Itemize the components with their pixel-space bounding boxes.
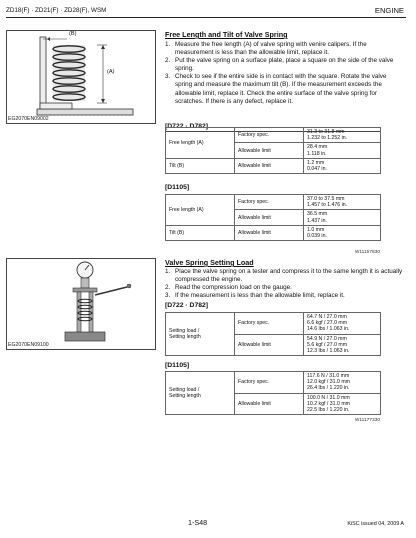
item-cell: Setting load / Setting length: [166, 313, 235, 356]
spec-table-d1105-free-length: [165, 194, 381, 241]
callout-a: (A): [107, 69, 115, 75]
model-heading-d1105-load: [D1105]: [165, 362, 190, 369]
section-name: ENGINE: [374, 6, 404, 15]
spec-table-d722-free-length: [165, 127, 381, 174]
document-code: W11157830: [354, 250, 380, 255]
spec-type-cell: Allowable limit: [235, 210, 304, 225]
valve-spring-illustration: [7, 31, 155, 123]
section-title-setting-load: Valve Spring Setting Load: [165, 258, 254, 267]
value-cell: 28.4 mm 1.118 in.: [304, 143, 381, 158]
page-number: 1-S48: [188, 518, 208, 527]
value-cell: 37.0 to 37.5 mm 1.457 to 1.476 in.: [304, 195, 381, 210]
figure-caption: EG2070EN09100: [8, 342, 49, 348]
value-cell: 64.7 N / 27.0 mm 6.6 kgf / 27.0 mm 14.6 lbs / 1.063 in.: [304, 313, 381, 335]
spec-table-d722-setting-load: [165, 312, 381, 356]
table-row: [166, 225, 381, 240]
step-item: 2. Put the valve spring on a surface plate, place a square on the side of the valve spring.: [165, 57, 394, 73]
free-length-steps: [165, 41, 403, 106]
table-row: [166, 195, 381, 210]
spec-type-cell: Allowable limit: [235, 334, 304, 356]
model-heading-d722-load: [D722 · D782]: [165, 302, 209, 309]
spec-table-d1105-setting-load: [165, 371, 381, 415]
model-heading-d722: [D722 · D782]: [165, 123, 209, 130]
setting-load-steps: [165, 268, 403, 300]
item-cell: Tilt (B): [166, 225, 235, 240]
table-row: [166, 158, 381, 173]
value-cell: 36.5 mm 1.437 in.: [304, 210, 381, 225]
value-cell: 100.0 N / 31.0 mm 10.2 kgf / 31.0 mm 22.5 lbs / 1.220 in.: [304, 393, 381, 415]
step-item: 3. If the measurement is less than the allowable limit, replace it.: [165, 292, 345, 300]
step-item: 3. Check to see if the entire side is in contact with the square. Rotate the valve spring and measure the maximum tilt (B). If the measurement exceeds the allowable limit, replace it. Check the entire surface of the valve spring for scratches. If there is any defect, replace it.: [165, 73, 387, 105]
spring-tester-illustration: [7, 259, 155, 349]
model-heading-d1105: [D1105]: [165, 184, 190, 191]
item-cell: Free length (A): [166, 195, 235, 226]
spec-type-cell: Allowable limit: [235, 225, 304, 240]
value-cell: 1.0 mm 0.039 in.: [304, 225, 381, 240]
spec-type-cell: Factory spec.: [235, 313, 304, 335]
manual-model-line: ZD18(F) · ZD21(F) · ZD28(F), WSM: [6, 7, 107, 14]
table-row: [166, 128, 381, 143]
spec-type-cell: Allowable limit: [235, 143, 304, 158]
spec-type-cell: Factory spec.: [235, 372, 304, 394]
table-row: [166, 372, 381, 394]
callout-b: (B): [69, 31, 77, 37]
step-item: 1. Place the valve spring on a tester and compress it to the same length it is actually compressed the engine.: [165, 268, 403, 284]
spec-type-cell: Allowable limit: [235, 393, 304, 415]
header-rule: [6, 17, 406, 18]
item-cell: Free length (A): [166, 128, 235, 159]
step-item: 1. Measure the free length (A) of valve spring with venire calipers. If the measurement is less than the allowable limit, replace it.: [165, 41, 367, 57]
issue-note: KiSC issued 04, 2009 A: [347, 521, 404, 527]
document-code: W11177330: [354, 418, 380, 423]
value-cell: 117.6 N / 31.0 mm 12.0 kgf / 31.0 mm 26.4 lbs / 1.220 in.: [304, 372, 381, 394]
step-item: 2. Read the compression load on the gauge.: [165, 284, 292, 292]
value-cell: 1.2 mm 0.047 in.: [304, 158, 381, 173]
spring-tester-figure: [6, 258, 156, 350]
item-cell: Tilt (B): [166, 158, 235, 173]
figure-caption: EG2070EN09002: [8, 116, 49, 122]
spec-type-cell: Factory spec.: [235, 195, 304, 210]
section-title-free-length: Free Length and Tilt of Valve Spring: [165, 30, 288, 39]
value-cell: 54.9 N / 27.0 mm 5.6 kgf / 27.0 mm 12.3 lbs / 1.063 in.: [304, 334, 381, 356]
value-cell: 31.3 to 31.8 mm 1.232 to 1.252 in.: [304, 128, 381, 143]
item-cell: Setting load / Setting length: [166, 372, 235, 415]
valve-spring-tilt-figure: [6, 30, 156, 124]
spec-type-cell: Allowable limit: [235, 158, 304, 173]
table-row: [166, 313, 381, 335]
spec-type-cell: Factory spec.: [235, 128, 304, 143]
